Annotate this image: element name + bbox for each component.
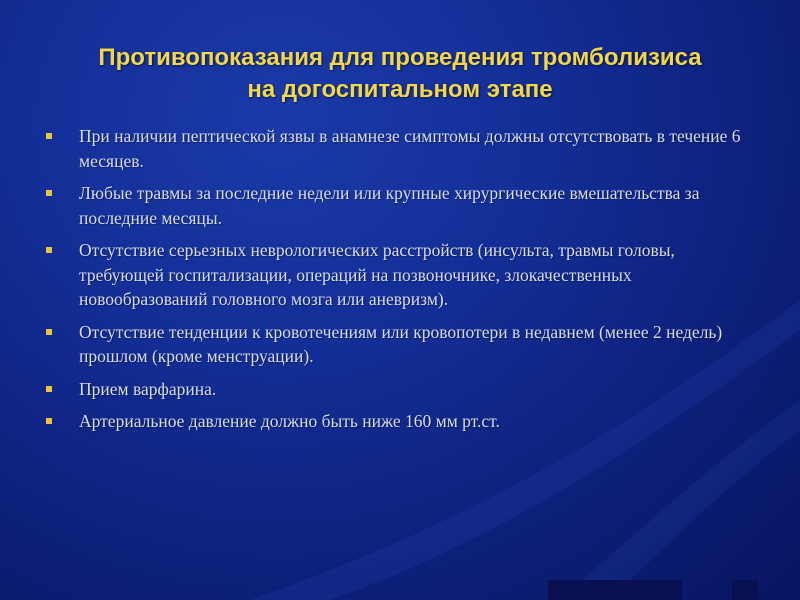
square-bullet-icon <box>46 418 52 424</box>
bullet-text: Прием варфарина. <box>79 378 217 399</box>
bullet-text: При наличии пептической язвы в анамнезе симптомы должны отсутствовать в течение 6 месяцев. <box>79 126 741 171</box>
square-bullet-icon <box>46 190 52 196</box>
bullet-item <box>46 238 746 312</box>
square-bullet-icon <box>46 247 52 253</box>
footer-decor-bar <box>732 580 758 600</box>
square-bullet-icon <box>46 329 52 335</box>
bullet-list <box>46 124 746 442</box>
bullet-item <box>46 377 746 402</box>
slide-title <box>40 42 760 106</box>
bullet-item <box>46 181 746 230</box>
bullet-text: Отсутствие тенденции к кровотечениям или кровопотери в недавнем (менее 2 недель) прошлом (кроме менструации). <box>79 321 723 366</box>
footer-decor-bar <box>548 580 682 600</box>
slide-title-line-1: Противопоказания для проведения тромболизиса <box>98 44 702 71</box>
bullet-item <box>46 409 746 434</box>
bullet-item <box>46 124 746 173</box>
bullet-text: Артериальное давление должно быть ниже 160 мм рт.ст. <box>79 411 500 431</box>
slide-title-line-2: на догоспитальном этапе <box>247 76 553 103</box>
bullet-text: Любые травмы за последние недели или крупные хирургические вмешательства за последние месяцы. <box>79 183 700 228</box>
bullet-text: Отсутствие серьезных неврологических расстройств (инсульта, травмы головы, требующей госпитализации, операций на позвоночнике, злокачественных новообразований головного мозга или аневризм). <box>79 240 675 309</box>
square-bullet-icon <box>46 133 52 139</box>
square-bullet-icon <box>46 386 52 392</box>
bullet-item <box>46 320 746 369</box>
